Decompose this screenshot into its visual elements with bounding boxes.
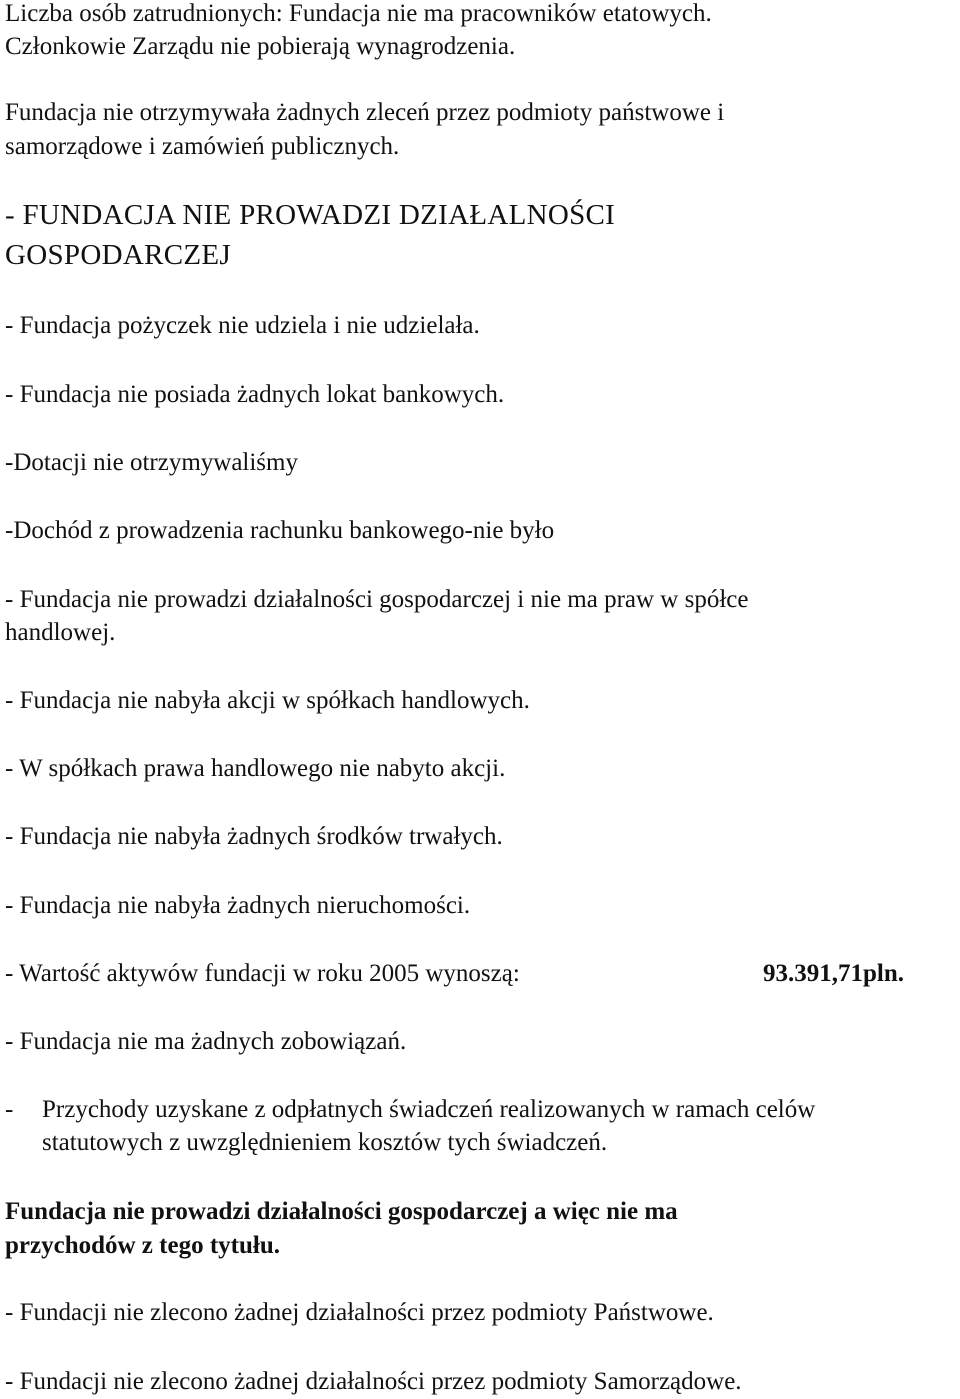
bold-statement-line-1: Fundacja nie prowadzi działalności gospodarczej a więc nie ma <box>5 1198 678 1225</box>
no-shares-item: - Fundacja nie nabyła akcji w spółkach handlowych. <box>5 687 530 714</box>
heading-line-2: GOSPODARCZEJ <box>5 239 231 271</box>
no-business-line-1: - Fundacja nie prowadzi działalności gospodarczej i nie ma praw w spółce <box>5 586 749 613</box>
bold-statement-line-2: przychodów z tego tytułu. <box>5 1232 280 1259</box>
revenue-dash: - <box>5 1096 14 1123</box>
employment-line-1: Liczba osób zatrudnionych: Fundacja nie ma pracowników etatowych. <box>5 0 712 27</box>
real-estate-item: - Fundacja nie nabyła żadnych nieruchomości. <box>5 892 471 919</box>
revenue-line-1: Przychody uzyskane z odpłatnych świadczeń realizowanych w ramach celów <box>42 1096 816 1123</box>
contracts-line-1: Fundacja nie otrzymywała żadnych zleceń przez podmioty państwowe i <box>5 99 725 126</box>
commercial-shares-item: - W spółkach prawa handlowego nie nabyto akcji. <box>5 755 506 782</box>
employment-line-2: Członkowie Zarządu nie pobierają wynagrodzenia. <box>5 33 516 60</box>
state-entities-item: - Fundacji nie zlecono żadnej działalności przez podmioty Państwowe. <box>5 1299 714 1326</box>
loans-item: - Fundacja pożyczek nie udziela i nie udzielała. <box>5 312 480 339</box>
no-business-line-2: handlowej. <box>5 619 116 646</box>
contracts-line-2: samorządowe i zamówień publicznych. <box>5 133 400 160</box>
deposits-item: - Fundacja nie posiada żadnych lokat bankowych. <box>5 381 505 408</box>
assets-value-label: - Wartość aktywów fundacji w roku 2005 wynoszą: <box>5 960 520 987</box>
grants-item: -Dotacji nie otrzymywaliśmy <box>5 449 298 476</box>
liabilities-item: - Fundacja nie ma żadnych zobowiązań. <box>5 1028 407 1055</box>
heading-line-1: - FUNDACJA NIE PROWADZI DZIAŁALNOŚCI <box>5 199 616 231</box>
fixed-assets-item: - Fundacja nie nabyła żadnych środków trwałych. <box>5 823 503 850</box>
bank-income-item: -Dochód z prowadzenia rachunku bankowego-nie było <box>5 517 555 544</box>
local-entities-item: - Fundacji nie zlecono żadnej działalności przez podmioty Samorządowe. <box>5 1368 742 1395</box>
assets-value-amount: 93.391,71pln. <box>763 960 905 987</box>
revenue-line-2: statutowych z uwzględnieniem kosztów tych świadczeń. <box>42 1129 608 1156</box>
